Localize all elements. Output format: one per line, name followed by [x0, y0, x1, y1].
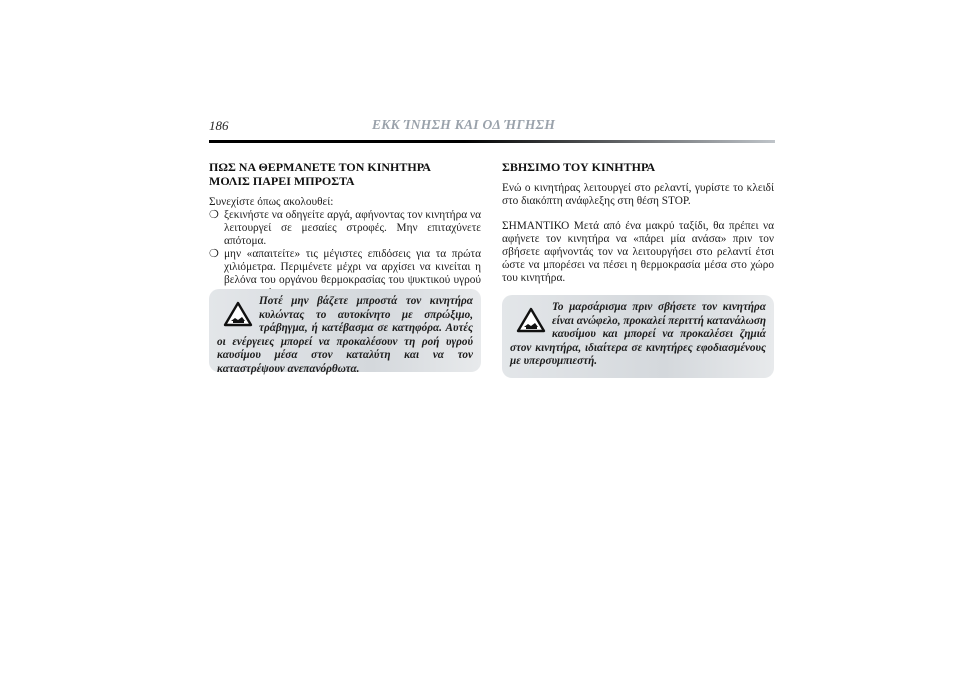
warm-up-heading	[209, 160, 481, 188]
right-column	[502, 160, 774, 285]
warning-triangle-icon	[516, 307, 546, 333]
engine-stop-heading: ΣΒΗΣΙΜΟ ΤΟΥ ΚΙΝΗΤΗΡΑ	[502, 160, 656, 174]
list-item-text: ξεκινήστε να οδηγείτε αργά, αφήνοντας τον κινητήρα να λειτουργεί σε μεσαίες στροφές. Μην επιταχύνετε απότομα.	[224, 209, 481, 247]
engine-stop-para: Ενώ ο κινητήρας λειτουργεί στο ρελαντί, γυρίστε το κλειδί στο διακόπτη ανάφλεξης στη θέση STOP.	[502, 182, 774, 207]
bullet-icon: ❍	[209, 248, 219, 260]
warning-text: Ποτέ μην βάζετε μπροστά τον κινητήρα κυλώντας το αυτοκίνητο με σπρώξιμο, τράβηγμα, ή κατέβασμα σε κατηφόρα. Αυτές οι ενέργειες μπορεί να προκαλέσουν τη ροή υγρού καυσίμου μέσα στον καταλύτη και να τον καταστρέψουν ανεπανόρθωτα.	[217, 295, 473, 375]
running-head: ΕΚΚ ΊΝΗΣΗ ΚΑΙ ΟΔ ΉΓΗΣΗ	[372, 117, 556, 132]
bullet-icon: ❍	[209, 209, 219, 221]
list-item	[209, 209, 481, 248]
warning-box-revving	[502, 295, 774, 378]
warm-up-heading-line2: ΜΟΛΙΣ ΠΑΡΕΙ ΜΠΡΟΣΤΑ	[209, 174, 355, 188]
header-rule	[209, 140, 775, 143]
warning-box-catalyst	[209, 289, 481, 375]
warm-up-heading-line1: ΠΩΣ ΝΑ ΘΕΡΜΑΝΕΤΕ ΤΟΝ ΚΙΝΗΤΗΡΑ	[209, 160, 431, 174]
list-item-text: μην «απαιτείτε» τις μέγιστες επιδόσεις για τα πρώτα χιλιόμετρα. Περιμένετε μέχρι να αρχίσει να κινείται η βελόνα του οργάνου θερμοκρασίας του ψυκτικού υγρού	[224, 248, 481, 286]
page-number: 186	[209, 118, 229, 133]
important-note: ΣΗΜΑΝΤΙΚΟ Μετά από ένα μακρύ ταξίδι, θα πρέπει να αφήνετε τον κινητήρα να «πάρει μία ανάσα» πριν τον σβήσετε αφήνοντάς τον να λειτουργήσει στο ρελαντί έτσι ώστε να μπορέσει να πέσει η θερμοκρασία μέσα στο χώρο του κινητήρα.	[502, 220, 774, 284]
warm-up-list	[209, 209, 481, 300]
warning-triangle-icon	[223, 301, 253, 327]
warm-up-intro: Συνεχίστε όπως ακολουθεί:	[209, 196, 334, 208]
left-column	[209, 160, 481, 300]
warning-text: Το μαρσάρισμα πριν σβήσετε τον κινητήρα είναι ανώφελο, προκαλεί περιττή κατανάλωση καυσίμου και μπορεί να προκαλέσει ζημιά στον κινητήρα, ιδιαίτερα σε κινητήρες εφοδιασμένους με υπερσυμπιεστή.	[510, 301, 766, 367]
